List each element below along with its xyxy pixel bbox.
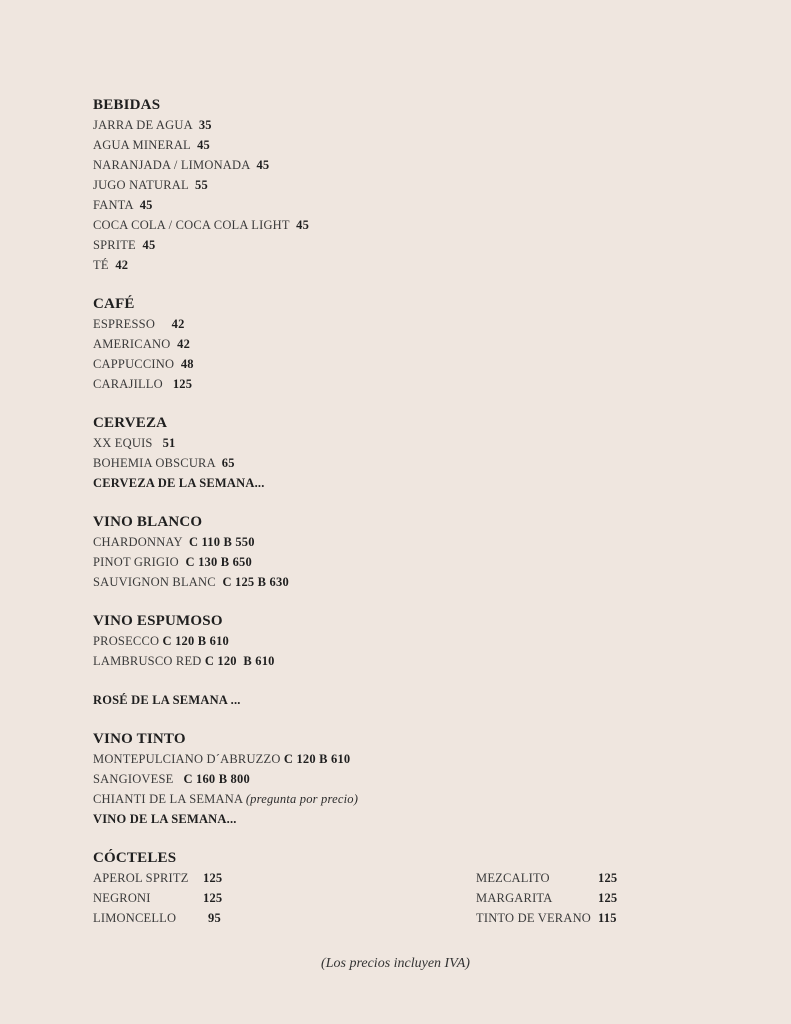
- item-price: C 110 B 550: [188, 535, 255, 549]
- section-title: VINO TINTO: [93, 731, 186, 747]
- item-name: COCA COLA / COCA COLA LIGHT: [93, 218, 290, 232]
- item-name: MONTEPULCIANO D´ABRUZZO: [93, 752, 281, 766]
- menu-item: [93, 908, 222, 928]
- item-name: TINTO DE VERANO: [476, 911, 592, 925]
- item-name: MARGARITA: [476, 891, 553, 905]
- section-title: CERVEZA: [93, 415, 168, 431]
- item-name: PINOT GRIGIO: [93, 555, 179, 569]
- item-price: 45: [197, 138, 210, 152]
- item-name: NARANJADA / LIMONADA: [93, 158, 250, 172]
- menu-item: [93, 195, 713, 215]
- item-name: SPRITE: [93, 238, 136, 252]
- menu-item: [476, 908, 617, 928]
- menu-item: [93, 235, 713, 255]
- cocktail-column-left: [93, 868, 222, 928]
- item-price: 51: [162, 436, 176, 450]
- section-title: VINO BLANCO: [93, 514, 203, 530]
- cocktail-column-right: [476, 868, 617, 928]
- item-price: 42: [115, 258, 129, 272]
- menu-item: [93, 453, 713, 473]
- item-name: CARAJILLO: [93, 377, 163, 391]
- item-name: CHIANTI DE LA SEMANA: [93, 792, 243, 806]
- item-name: ESPRESSO: [93, 317, 156, 331]
- item-name: LAMBRUSCO RED: [93, 654, 202, 668]
- item-name: NEGRONI: [93, 891, 151, 905]
- item-name: SAUVIGNON BLANC: [93, 575, 216, 589]
- menu-item: [93, 433, 713, 453]
- item-price: 42: [171, 317, 185, 331]
- menu-item: [93, 314, 713, 334]
- item-price: 115: [598, 911, 617, 925]
- item-price: 125: [598, 871, 618, 885]
- item-name: CHARDONNAY: [93, 535, 183, 549]
- menu-item: [93, 888, 222, 908]
- menu-item: [93, 374, 713, 394]
- item-name: SANGIOVESE: [93, 772, 174, 786]
- item-price: 125: [203, 891, 223, 905]
- item-name: TÉ: [93, 258, 109, 272]
- tax-note: (Los precios incluyen IVA): [321, 956, 470, 971]
- section-bebidas: [93, 95, 713, 275]
- item-price: C 120 B 610: [162, 634, 229, 648]
- cocktail-columns: [93, 868, 713, 928]
- item-name: PROSECCO: [93, 634, 160, 648]
- menu-item: [93, 532, 713, 552]
- item-name: FANTA: [93, 198, 134, 212]
- item-price: 125: [598, 891, 618, 905]
- menu-item: [93, 115, 713, 135]
- item-price: C 130 B 650: [185, 555, 252, 569]
- section-cerveza: [93, 413, 713, 493]
- menu-item: [93, 769, 713, 789]
- item-price: 35: [198, 118, 212, 132]
- item-price: C 160 B 800: [183, 772, 250, 786]
- section-title: BEBIDAS: [93, 97, 161, 113]
- menu-item: [93, 135, 713, 155]
- item-price: C 125 B 630: [222, 575, 289, 589]
- menu-item: [476, 888, 617, 908]
- item-price: 125: [203, 871, 223, 885]
- item-name: JUGO NATURAL: [93, 178, 189, 192]
- item-name: AGUA MINERAL: [93, 138, 191, 152]
- item-price: 45: [139, 198, 153, 212]
- item-price: C 120 B 610: [283, 752, 351, 766]
- menu-item: [476, 868, 617, 888]
- section-rose: [93, 690, 713, 710]
- section-title: VINO ESPUMOSO: [93, 613, 223, 629]
- item-price: 48: [180, 357, 194, 371]
- item-note: (pregunta por precio): [245, 792, 359, 806]
- section-vino-tinto: [93, 729, 713, 829]
- item-price: 125: [172, 377, 193, 391]
- menu-item: [93, 651, 713, 671]
- menu-item: [93, 868, 222, 888]
- menu-item: [93, 631, 713, 651]
- section-title: CAFÉ: [93, 296, 135, 312]
- menu-item: [93, 749, 713, 769]
- menu-item: [93, 215, 713, 235]
- section-vino-blanco: [93, 512, 713, 592]
- menu-item: [93, 175, 713, 195]
- item-name: LIMONCELLO: [93, 911, 177, 925]
- rose-of-week: ROSÉ DE LA SEMANA ...: [93, 693, 241, 707]
- section-vino-espumoso: [93, 611, 713, 671]
- item-price: 42: [177, 337, 191, 351]
- item-price: 55: [195, 178, 208, 192]
- item-price: 65: [221, 456, 235, 470]
- menu-item: [93, 334, 713, 354]
- item-name: AMERICANO: [93, 337, 171, 351]
- section-cocteles: [93, 848, 713, 928]
- item-price: 45: [142, 238, 156, 252]
- section-title: CÓCTELES: [93, 850, 177, 866]
- item-price: C 120 B 610: [204, 654, 275, 668]
- menu-item: [93, 155, 713, 175]
- drinks-menu: [93, 95, 713, 947]
- item-price: 95: [208, 911, 221, 925]
- special-of-week: VINO DE LA SEMANA...: [93, 812, 237, 826]
- item-name: MEZCALITO: [476, 871, 550, 885]
- item-name: JARRA DE AGUA: [93, 118, 193, 132]
- special-of-week: CERVEZA DE LA SEMANA...: [93, 476, 265, 490]
- section-cafe: [93, 294, 713, 394]
- menu-item: [93, 255, 713, 275]
- menu-item: [93, 572, 713, 592]
- item-name: XX EQUIS: [93, 436, 153, 450]
- menu-item: [93, 789, 713, 809]
- item-name: APEROL SPRITZ: [93, 871, 189, 885]
- menu-item: [93, 354, 713, 374]
- item-name: CAPPUCCINO: [93, 357, 175, 371]
- menu-item: [93, 552, 713, 572]
- item-price: 45: [256, 158, 270, 172]
- item-price: 45: [296, 218, 310, 232]
- item-name: BOHEMIA OBSCURA: [93, 456, 216, 470]
